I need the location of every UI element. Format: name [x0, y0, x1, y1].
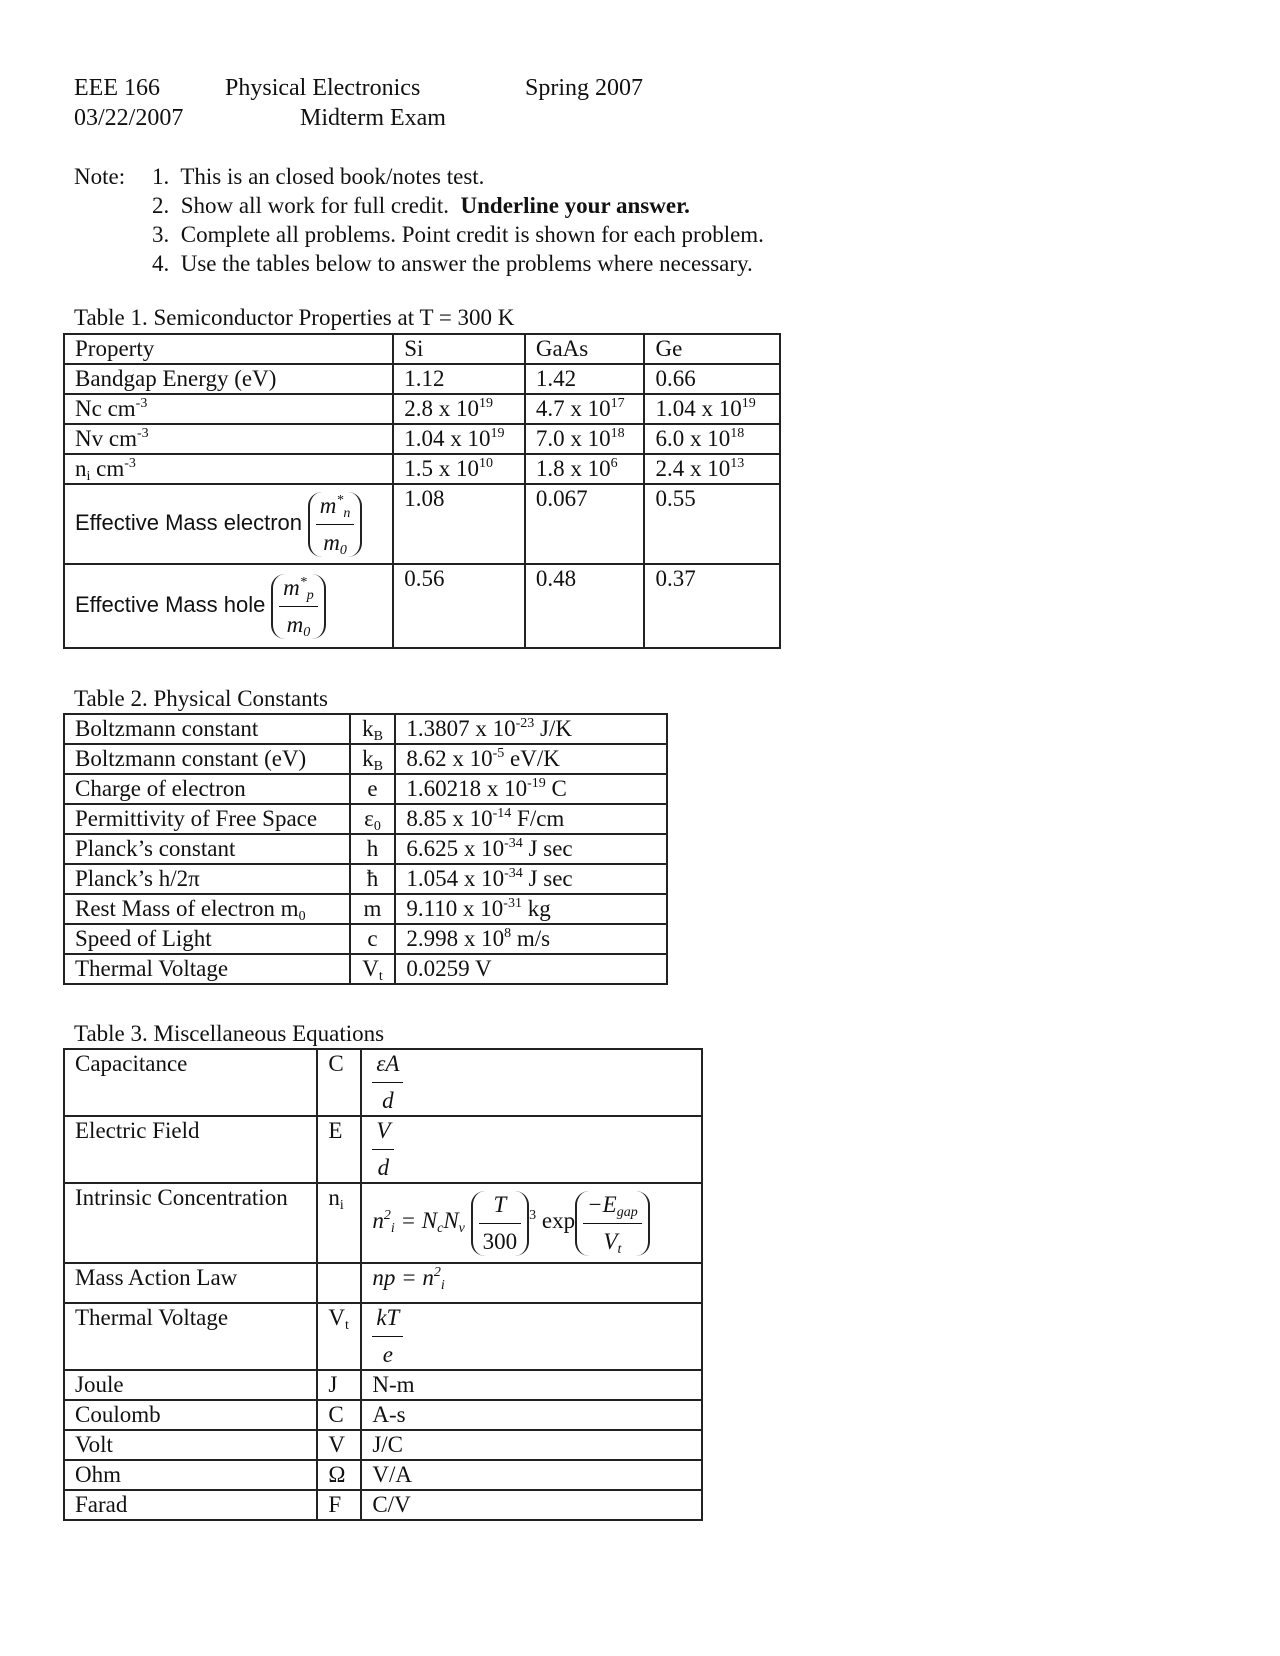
mass-ratio-hole: $\frac{m^*_p}{m_0}$ [271, 574, 326, 639]
efield-formula: $\frac{V}{d}$ [372, 1117, 394, 1182]
table-cell: Mass Action Law [64, 1263, 317, 1303]
equations-table [63, 1048, 703, 1521]
course-code: EEE 166 [74, 75, 160, 101]
note-item: 4. Use the tables below to answer the problems where necessary. [152, 251, 753, 276]
note-item: 3. Complete all problems. Point credit is shown for each problem. [152, 222, 764, 247]
table-cell: e [350, 774, 396, 804]
table-cell: 8.85 x $10^{-14}$ F/cm [395, 804, 667, 834]
table-cell: 1.04 x $10^{19}$ [644, 394, 780, 424]
table-header: Si [393, 334, 525, 364]
table-row [64, 364, 780, 394]
table-row [64, 454, 780, 484]
table-row [64, 1460, 702, 1490]
table-cell: Thermal Voltage [64, 954, 350, 984]
table-cell: Speed of Light [64, 924, 350, 954]
table-cell: 1.3807 x $10^{-23}$ J/K [395, 714, 667, 744]
semiconductor-table [63, 333, 781, 649]
table-cell: 0.56 [393, 564, 525, 648]
table-cell [317, 1263, 361, 1303]
course-title: Physical Electronics [225, 75, 421, 101]
table-cell: Rest Mass of electron $m_0$ [64, 894, 350, 924]
table-row [64, 834, 667, 864]
table-cell: Intrinsic Concentration [64, 1183, 317, 1263]
table-cell: 6.0 x $10^{18}$ [644, 424, 780, 454]
table-cell: $k_B$ [350, 744, 396, 774]
thermal-formula: $\frac{kT}{e}$ [372, 1304, 403, 1369]
table-cell: $\varepsilon_0$ [350, 804, 396, 834]
table-row [64, 954, 667, 984]
table2-caption: Table 2. Physical Constants [74, 686, 328, 711]
note-item: 1. This is an closed book/notes test. [152, 164, 485, 189]
table3-caption: Table 3. Miscellaneous Equations [74, 1021, 385, 1046]
table-row [64, 424, 780, 454]
table-row [64, 484, 780, 564]
table-row [64, 1303, 702, 1370]
table-cell: Joule [64, 1370, 317, 1400]
mass-ratio-electron: $\frac{m^*_n}{m_0}$ [308, 492, 363, 557]
table-cell: m [350, 894, 396, 924]
table-row [64, 1116, 702, 1183]
table-header: Ge [644, 334, 780, 364]
table-cell: $V_t$ [317, 1303, 361, 1370]
table-row [64, 1183, 702, 1263]
table-cell: np = $n^2_i$ [361, 1263, 702, 1303]
table-cell: Electric Field [64, 1116, 317, 1183]
table-cell: A-s [361, 1400, 702, 1430]
table-cell: E [317, 1116, 361, 1183]
table-cell [361, 1049, 702, 1116]
table-cell: 4.7 x $10^{17}$ [525, 394, 645, 424]
table-row [64, 864, 667, 894]
table-cell: Effective Mass hole $\frac{m^*_p}{m_0}$ [64, 564, 393, 648]
table-cell: Planck’s constant [64, 834, 350, 864]
table-cell: Ohm [64, 1460, 317, 1490]
table-cell: 1.60218 x $10^{-19}$ C [395, 774, 667, 804]
table-row [64, 1370, 702, 1400]
table-cell [361, 1303, 702, 1370]
table-cell: V [317, 1430, 361, 1460]
table-row [64, 1430, 702, 1460]
table-row [64, 564, 780, 648]
table-cell: Ω [317, 1460, 361, 1490]
table-cell: Permittivity of Free Space [64, 804, 350, 834]
table-cell: 1.8 x $10^6$ [525, 454, 645, 484]
table-cell: 6.625 x $10^{-34}$ J sec [395, 834, 667, 864]
table-cell: Farad [64, 1490, 317, 1520]
table-cell: F [317, 1490, 361, 1520]
term: Spring 2007 [525, 75, 644, 101]
table-cell: Nv $cm^{-3}$ [64, 424, 393, 454]
table-cell: $k_B$ [350, 714, 396, 744]
table-cell: Effective Mass electron $\frac{m^*_n}{m_0}$ [64, 484, 393, 564]
table-cell [361, 1183, 702, 1263]
table-row [64, 1400, 702, 1430]
table-cell: 1.42 [525, 364, 645, 394]
table-cell: 1.04 x $10^{19}$ [393, 424, 525, 454]
table-cell: Thermal Voltage [64, 1303, 317, 1370]
table-row [64, 714, 667, 744]
table-cell: Capacitance [64, 1049, 317, 1116]
table-cell: Boltzmann constant (eV) [64, 744, 350, 774]
table-row [64, 394, 780, 424]
table-cell: 1.5 x $10^{10}$ [393, 454, 525, 484]
table-cell: J [317, 1370, 361, 1400]
table-cell: 1.08 [393, 484, 525, 564]
table-row [64, 1490, 702, 1520]
table-row [64, 924, 667, 954]
table-cell: h [350, 834, 396, 864]
table-cell: $n_i$ [317, 1183, 361, 1263]
table-cell: Volt [64, 1430, 317, 1460]
note-label: Note: [74, 164, 126, 189]
table-row [64, 1049, 702, 1116]
table-row [64, 334, 780, 364]
constants-table [63, 713, 668, 985]
table-cell: Planck’s h/2π [64, 864, 350, 894]
table-cell: 0.0259 V [395, 954, 667, 984]
table-cell: 8.62 x $10^{-5}$ eV/K [395, 744, 667, 774]
table-cell: ħ [350, 864, 396, 894]
table-cell: Boltzmann constant [64, 714, 350, 744]
table-cell: C [317, 1049, 361, 1116]
table-cell: Bandgap Energy (eV) [64, 364, 393, 394]
table-cell: 2.4 x $10^{13}$ [644, 454, 780, 484]
table-cell: 1.054 x $10^{-34}$ J sec [395, 864, 667, 894]
table-cell: $n_i$ $cm^{-3}$ [64, 454, 393, 484]
table-row [64, 744, 667, 774]
table-cell: 2.8 x $10^{19}$ [393, 394, 525, 424]
table-cell: 0.66 [644, 364, 780, 394]
table-cell: 0.48 [525, 564, 645, 648]
intrinsic-formula: $n^2_i = N_cN_v$ $\frac{T}{300}$ $^3$ exp $\frac{-E_{gap}}{V_t}$ [372, 1208, 649, 1233]
table-cell: Coulomb [64, 1400, 317, 1430]
table-cell: 0.37 [644, 564, 780, 648]
capacitance-formula: $\frac{\varepsilon A}{d}$ [372, 1050, 403, 1115]
exam-type: Midterm Exam [300, 105, 446, 131]
table-cell: 7.0 x $10^{18}$ [525, 424, 645, 454]
table-cell: 1.12 [393, 364, 525, 394]
table-cell: $V_t$ [350, 954, 396, 984]
table-cell: 2.998 x $10^8$ m/s [395, 924, 667, 954]
table-cell: Nc $cm^{-3}$ [64, 394, 393, 424]
table-row [64, 894, 667, 924]
table-cell: C [317, 1400, 361, 1430]
table-cell: c [350, 924, 396, 954]
note-item: 2. Show all work for full credit. Underline your answer. [152, 193, 690, 218]
table-cell: Charge of electron [64, 774, 350, 804]
table1-caption: Table 1. Semiconductor Properties at T = 300 K [74, 305, 515, 330]
table-row [64, 1263, 702, 1303]
table-row [64, 804, 667, 834]
table-cell: N-m [361, 1370, 702, 1400]
table-cell: 9.110 x $10^{-31}$ kg [395, 894, 667, 924]
table-cell: 0.067 [525, 484, 645, 564]
table-row [64, 774, 667, 804]
table-cell: J/C [361, 1430, 702, 1460]
table-cell [361, 1116, 702, 1183]
table-header: Property [64, 334, 393, 364]
table-header: GaAs [525, 334, 645, 364]
table-cell: 0.55 [644, 484, 780, 564]
table-cell: C/V [361, 1490, 702, 1520]
exam-date: 03/22/2007 [74, 105, 184, 131]
table-cell: V/A [361, 1460, 702, 1490]
